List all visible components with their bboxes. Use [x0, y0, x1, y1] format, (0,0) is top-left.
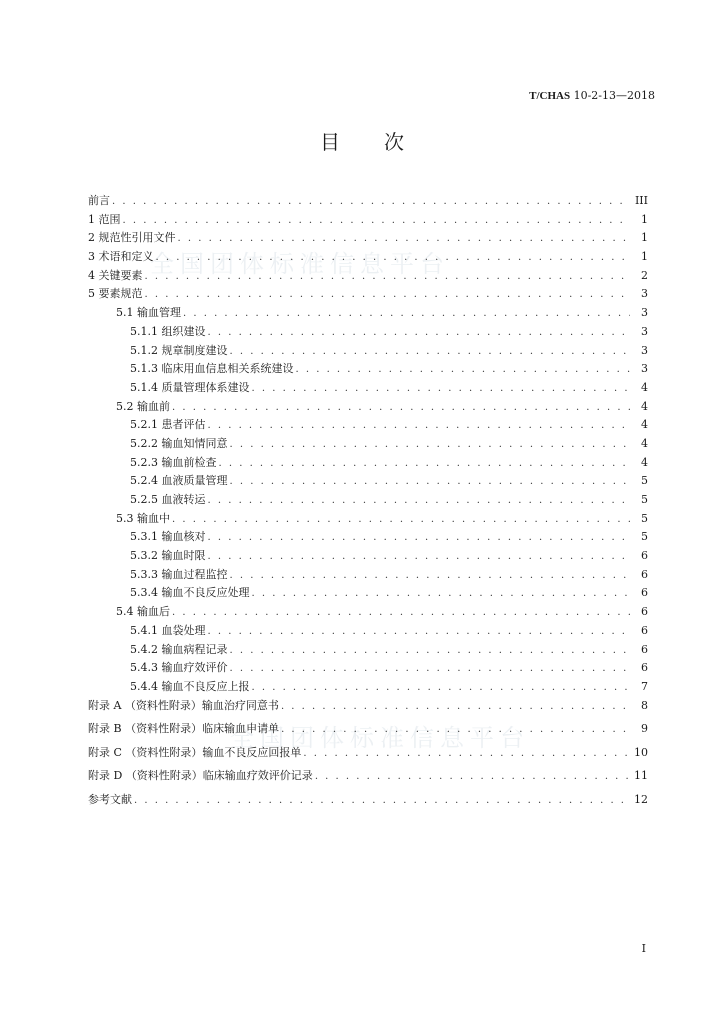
toc-entry-page: 6: [641, 623, 648, 637]
toc-leader-dots: [123, 215, 631, 226]
toc-entry[interactable]: [88, 342, 648, 361]
toc-entry[interactable]: [88, 360, 648, 379]
toc-entry-page: 1: [641, 250, 648, 264]
toc-entry-label: 5.4.3 输血疗效评价: [130, 661, 228, 675]
toc-entry-page: 12: [634, 792, 648, 806]
toc-leader-dots: [208, 532, 631, 543]
toc-leader-dots: [112, 196, 630, 207]
toc-entry-page: III: [634, 194, 648, 207]
watermark-bottom: 全国团体标准信息平台: [230, 724, 530, 752]
toc-entry[interactable]: [88, 398, 648, 417]
toc-entry[interactable]: [88, 510, 648, 529]
toc-leader-dots: [208, 420, 631, 431]
toc-entry-label: 5.2 输血前: [116, 399, 170, 413]
toc-entry-page: 11: [634, 769, 648, 783]
title-char-1: 目: [320, 130, 340, 154]
toc-entry-page: 4: [641, 380, 648, 394]
toc-entry-page: 3: [641, 362, 648, 376]
toc-entry-label: 5.4.2 输血病程记录: [130, 642, 228, 656]
toc-leader-dots: [178, 233, 631, 244]
toc-leader-dots: [252, 383, 631, 394]
toc-entry-page: 5: [641, 530, 648, 544]
document-code-prefix: T/CHAS: [529, 90, 571, 102]
toc-entry[interactable]: [88, 491, 648, 510]
toc-leader-dots: [230, 645, 631, 656]
toc-entry-page: 9: [641, 722, 648, 736]
watermark-top: 全国团体标准信息平台: [150, 250, 450, 278]
toc-entry-label: 附录 A （资料性附录）输血治疗同意书: [88, 698, 279, 712]
toc-entry-label: 5.1.3 临床用血信息相关系统建设: [130, 362, 294, 376]
toc-leader-dots: [208, 327, 631, 338]
toc-entry-page: 5: [641, 511, 648, 525]
toc-entry-page: 10: [634, 745, 648, 759]
toc-leader-dots: [252, 682, 631, 693]
toc-leader-dots: [183, 308, 630, 319]
toc-leader-dots: [172, 402, 630, 413]
toc-leader-dots: [172, 514, 630, 525]
toc-entry[interactable]: [88, 267, 648, 286]
toc-entry-page: 3: [641, 343, 648, 357]
toc-leader-dots: [134, 795, 630, 806]
table-of-contents: [88, 192, 648, 814]
toc-leader-dots: [281, 724, 630, 735]
toc-entry-label: 附录 D （资料性附录）临床输血疗效评价记录: [88, 769, 313, 783]
toc-leader-dots: [230, 663, 631, 674]
toc-entry-label: 附录 C （资料性附录）输血不良反应回报单: [88, 745, 302, 759]
toc-leader-dots: [156, 252, 631, 263]
toc-entry[interactable]: [88, 659, 648, 678]
toc-entry-page: 1: [641, 212, 648, 226]
toc-entry-label: 5.1 输血管理: [116, 306, 181, 320]
toc-leader-dots: [230, 439, 631, 450]
toc-leader-dots: [208, 626, 631, 637]
toc-entry-page: 8: [641, 698, 648, 712]
toc-leader-dots: [230, 476, 631, 487]
toc-leader-dots: [230, 570, 631, 581]
toc-entry[interactable]: [88, 192, 648, 211]
toc-entry-label: 5.2.3 输血前检查: [130, 455, 217, 469]
toc-entry-label: 5.3.4 输血不良反应处理: [130, 586, 250, 600]
toc-entry[interactable]: [88, 454, 648, 473]
toc-entry[interactable]: [88, 472, 648, 491]
toc-entry[interactable]: [88, 720, 648, 744]
toc-entry[interactable]: [88, 248, 648, 267]
page-number: I: [641, 942, 646, 955]
title-char-2: 次: [384, 130, 404, 154]
toc-entry-page: 4: [641, 399, 648, 413]
toc-entry-label: 前言: [88, 194, 110, 207]
document-code-number: 10-2-13—2018: [570, 89, 655, 102]
toc-entry-label: 5.4 输血后: [116, 605, 170, 619]
toc-entry-page: 4: [641, 418, 648, 432]
toc-entry[interactable]: [88, 622, 648, 641]
toc-entry-label: 5 要素规范: [88, 287, 143, 301]
toc-entry-label: 参考文献: [88, 792, 132, 806]
toc-entry[interactable]: [88, 603, 648, 622]
toc-entry[interactable]: [88, 323, 648, 342]
toc-entry-label: 5.2.5 血液转运: [130, 493, 206, 506]
toc-entry-label: 5.3.2 输血时限: [130, 549, 206, 563]
toc-entry-page: 4: [641, 436, 648, 450]
document-code: [529, 89, 655, 102]
toc-entry[interactable]: [88, 304, 648, 323]
toc-entry[interactable]: [88, 229, 648, 248]
toc-entry-page: 5: [641, 474, 648, 488]
toc-entry[interactable]: [88, 211, 648, 230]
toc-leader-dots: [230, 346, 631, 357]
toc-entry-label: 5.1.4 质量管理体系建设: [130, 380, 250, 394]
toc-entry-page: 4: [641, 455, 648, 469]
toc-entry-page: 6: [641, 605, 648, 619]
toc-entry-page: 5: [641, 493, 648, 506]
toc-entry[interactable]: [88, 566, 648, 585]
toc-leader-dots: [219, 458, 631, 469]
toc-entry[interactable]: [88, 767, 648, 791]
toc-leader-dots: [303, 748, 630, 759]
toc-leader-dots: [208, 551, 631, 562]
toc-leader-dots: [315, 771, 630, 782]
toc-entry-page: 6: [641, 586, 648, 600]
toc-entry-label: 5.4.1 血袋处理: [130, 623, 206, 637]
toc-entry[interactable]: [88, 435, 648, 454]
toc-entry-label: 5.3.3 输血过程监控: [130, 567, 228, 581]
toc-entry[interactable]: [88, 744, 648, 768]
toc-entry[interactable]: [88, 697, 648, 721]
page-title: [0, 126, 724, 155]
toc-entry[interactable]: [88, 791, 648, 815]
toc-leader-dots: [208, 495, 631, 506]
toc-entry[interactable]: [88, 547, 648, 566]
toc-leader-dots: [296, 364, 631, 375]
toc-entry[interactable]: [88, 416, 648, 435]
toc-entry-label: 附录 B （资料性附录）临床输血申请单: [88, 722, 280, 736]
toc-entry-page: 6: [641, 567, 648, 581]
toc-entry-page: 1: [641, 231, 648, 245]
toc-entry-page: 3: [641, 287, 648, 301]
toc-entry-label: 5.2.1 患者评估: [130, 418, 206, 432]
toc-entry-label: 5.3 输血中: [116, 511, 170, 525]
toc-entry-page: 3: [641, 324, 648, 338]
toc-entry-label: 2 规范性引用文件: [88, 231, 176, 245]
toc-entry[interactable]: [88, 285, 648, 304]
toc-leader-dots: [281, 701, 630, 712]
toc-leader-dots: [145, 289, 631, 300]
toc-entry-label: 5.1.1 组织建设: [130, 324, 206, 338]
toc-leader-dots: [252, 588, 631, 599]
toc-entry[interactable]: [88, 528, 648, 547]
toc-entry-label: 5.2.4 血液质量管理: [130, 474, 228, 488]
toc-entry[interactable]: [88, 641, 648, 660]
toc-entry[interactable]: [88, 584, 648, 603]
toc-entry-label: 5.1.2 规章制度建设: [130, 343, 228, 357]
toc-entry-page: 6: [641, 642, 648, 656]
toc-entry-label: 5.4.4 输血不良反应上报: [130, 679, 250, 693]
toc-entry-label: 5.2.2 输血知情同意: [130, 436, 228, 450]
toc-entry-page: 6: [641, 549, 648, 563]
toc-entry-label: 1 范围: [88, 212, 121, 226]
toc-entry-page: 7: [641, 679, 648, 693]
toc-entry-page: 2: [641, 268, 648, 282]
toc-entry-page: 3: [641, 306, 648, 320]
toc-entry[interactable]: [88, 379, 648, 398]
toc-entry-page: 6: [641, 661, 648, 675]
toc-leader-dots: [172, 607, 630, 618]
toc-leader-dots: [145, 271, 631, 282]
toc-entry-label: 4 关键要素: [88, 268, 143, 282]
toc-entry-label: 3 术语和定义: [88, 250, 154, 264]
toc-entry[interactable]: [88, 678, 648, 697]
toc-entry-label: 5.3.1 输血核对: [130, 530, 206, 544]
